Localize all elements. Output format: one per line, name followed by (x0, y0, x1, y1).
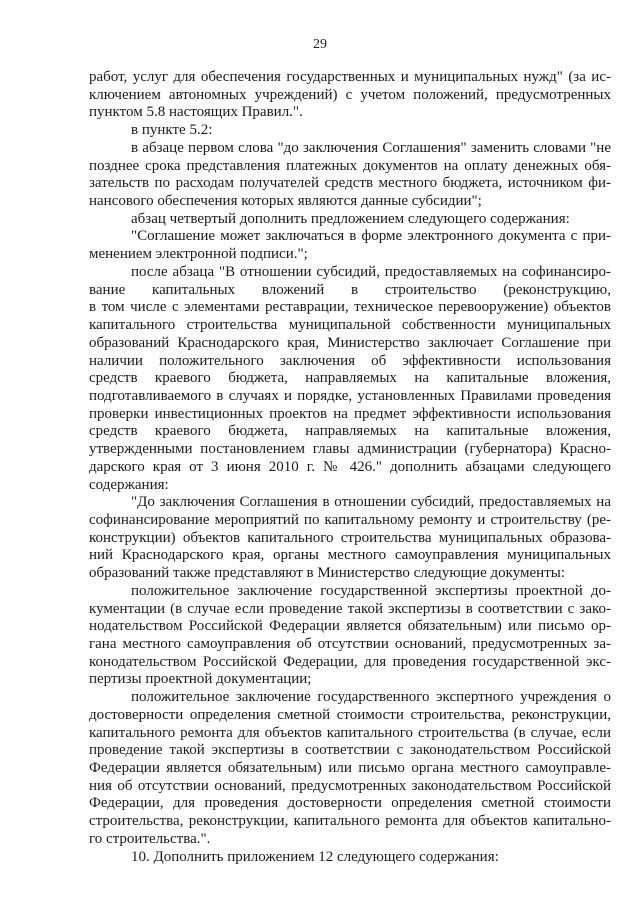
text-line: конструкции) объектов капитального строительства муниципальных образова- (89, 529, 611, 546)
text-line: положительное заключение государственного экспертного учреждения о (131, 689, 611, 706)
text-line: го строительства.". (89, 830, 211, 847)
text-line: "До заключения Соглашения в отношении субсидий, предоставляемых на (131, 494, 611, 511)
text-line: ключением автономных учреждений) с учетом положений, предусмотренных (89, 86, 611, 103)
text-line: нансового обеспечения которых являются данные субсидии"; (89, 193, 482, 210)
text-line: вание капитальных вложений в строительство (реконструкцию, (89, 281, 611, 298)
text-line: работ, услуг для обеспечения государственных и муниципальных нужд" (за ис- (89, 69, 611, 85)
text-line: образований Краснодарского края, Министерство заключает Соглашение при (89, 334, 611, 351)
text-line: наличии положительного заключения об эффективности использования (89, 352, 611, 369)
text-line: пунктом 5.8 настоящих Правил.". (89, 104, 303, 121)
text-line: строительства, реконструкции, капитального ремонта для объектов капитально- (89, 813, 611, 830)
text-line: гана местного самоуправления об отсутствии оснований, предусмотренных за- (89, 636, 611, 652)
text-line: подготавливаемого в случаях и порядке, установленных Правилами проведения (89, 387, 611, 404)
text-line: ния об отсутствии оснований, предусмотренных законодательством Российской (89, 777, 611, 794)
text-line: нодательством Российской Федерации является обязательным) или письмо ор- (89, 618, 611, 635)
text-line: капитального ремонта для объектов капитального строительства (в случае, если (89, 724, 611, 741)
text-line: в абзаце первом слова "до заключения Соглашения" заменить словами "не (131, 139, 611, 156)
page-number: 29 (313, 37, 327, 52)
text-line: пертизы проектной документации; (89, 671, 312, 688)
text-line: средств краевого бюджета, направляемых на капитальные вложения, (89, 370, 611, 387)
text-line: утвержденными постановлением главы администрации (губернатора) Красно- (89, 441, 611, 458)
text-line: капитального строительства муниципальной собственности муниципальных (89, 317, 611, 334)
document-body (89, 69, 611, 866)
text-line: достоверности определения сметной стоимости строительства, реконструкции, (89, 706, 611, 723)
text-line: менением электронной подписи."; (89, 246, 308, 263)
text-line: образований также представляют в Министерство следующие документы: (89, 565, 565, 582)
text-line: "Соглашение может заключаться в форме электронного документа с при- (131, 228, 611, 245)
text-line: в пункте 5.2: (131, 122, 213, 139)
text-line: положительное заключение государственной экспертизы проектной до- (131, 582, 611, 599)
text-line: средств краевого бюджета, направляемых на капитальные вложения, (89, 423, 611, 440)
text-line: 10. Дополнить приложением 12 следующего содержания: (131, 848, 499, 865)
text-line: зательств по расходам получателей средств местного бюджета, источником фи- (89, 175, 611, 192)
text-line: софинансирование мероприятий по капитальному ремонту и строительству (ре- (89, 511, 611, 528)
text-line: содержания: (89, 476, 169, 493)
text-line: Федерации является обязательным) или письмо органа местного самоуправле- (89, 760, 611, 777)
text-line: дарского края от 3 июня 2010 г. № 426." дополнить абзацами следующего (89, 458, 611, 475)
text-line: в том числе с элементами реставрации, техническое перевооружение) объектов (89, 299, 611, 316)
text-line: проверки инвестиционных проектов на предмет эффективности использования (89, 405, 611, 422)
text-line: кументации (в случае если проведение такой экспертизы в соответствии с зако- (89, 600, 611, 617)
text-line: после абзаца "В отношении субсидий, предоставляемых на софинансиро- (131, 263, 611, 280)
text-line: проведение такой экспертизы в соответствии с законодательством Российской (89, 742, 611, 759)
text-line: конодательством Российской Федерации, для проведения государственной экс- (89, 653, 611, 670)
text-line: ний Краснодарского края, органы местного самоуправления муниципальных (89, 547, 611, 564)
text-line: Федерации, для проведения достоверности определения сметной стоимости (89, 795, 611, 812)
text-line: абзац четвертый дополнить предложением следующего содержания: (131, 210, 570, 227)
text-line: позднее срока представления платежных документов на оплату денежных обя- (89, 157, 611, 174)
